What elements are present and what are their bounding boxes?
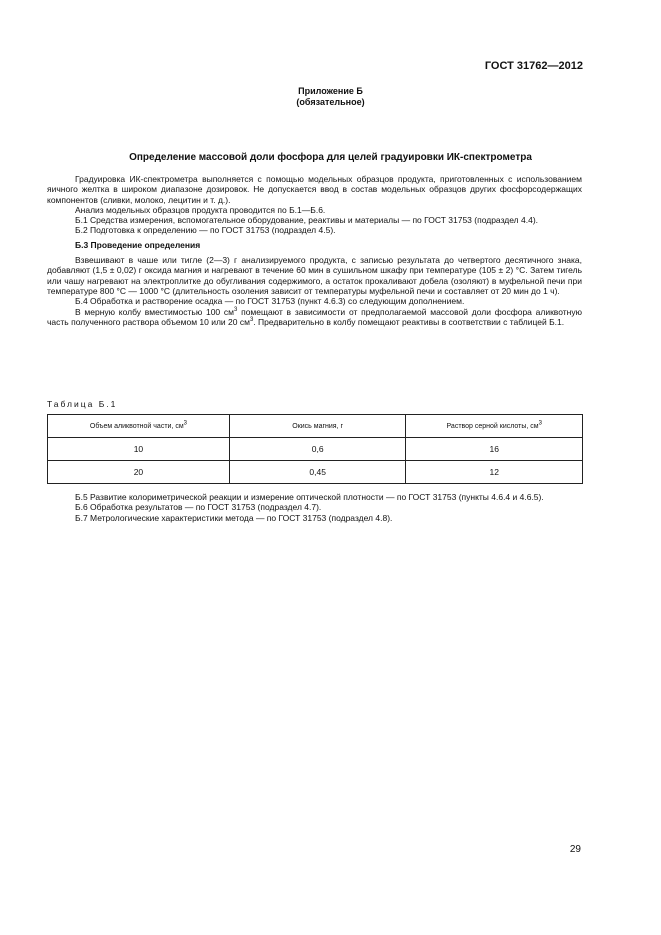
clause-b4-addition: В мерную колбу вместимостью 100 $см^3$ помещают в зависимости от предполагаемой массовой доли фосфора аликвотную часть полученного раствора объемом 10 или 20 $см^3$. Предварительно в колбу помещают реактивы в соответствии с таблицей Б.1. [47,306,582,327]
annex-label: Приложение Б [298,86,363,96]
superscript: 3 [183,420,187,427]
table-row [48,461,583,484]
superscript: 3 [234,306,238,313]
table-cell: 16 [406,438,583,461]
superscript: 3 [249,317,254,324]
table-row [48,438,583,461]
clause-b6: Б.6 Обработка результатов — по ГОСТ 31753 (подраздел 4.7). [75,502,322,513]
closing-section [47,492,582,523]
standard-code: ГОСТ 31762—2012 [484,60,583,72]
clause-b4: Б.4 Обработка и растворение осадка — по ГОСТ 31753 (пункт 4.6.3) со следующим дополнением. [75,296,465,307]
column-header-acid: Раствор серной кислоты, $см^3$ [406,415,583,438]
clause-b2: Б.2 Подготовка к определению — по ГОСТ 31753 (подраздел 4.5). [75,225,336,236]
table-cell: 20 [48,461,230,484]
clause-b7: Б.7 Метрологические характеристики метода — по ГОСТ 31753 (подраздел 4.8). [75,512,393,523]
column-header-magnesium: Окись магния, г [229,415,406,438]
table-cell: 12 [406,461,583,484]
reagents-table [47,414,583,484]
clause-b3-text: Взвешивают в чаше или тигле (2—3) г анализируемого продукта, с записью результата до четвертого десятичного знака, добавляют (1,5 ± 0,02) г оксида магния и нагревают в течение 60 мин в сушильном шкафу при температуре (105 ± 2) °С. Затем тигель или чашу нагревают на электроплитке до обугливания содержимого, а остаток прокаливают добела (озоляют) в муфельной печи при температуре 800 °С — 1000 °С (длительность озоления зависит от температуры муфельной печи и составляет от 20 мин до 1 ч). [47,255,582,296]
intro-paragraph-2: Анализ модельных образцов продукта проводится по Б.1—Б.6. [75,204,326,215]
clause-b5: Б.5 Развитие колориметрической реакции и измерение оптической плотности — по ГОСТ 31753 (пункты 4.6.4 и 4.6.5). [75,492,544,502]
intro-paragraph-1: Градуировка ИК-спектрометра выполняется с помощью модельных образцов продукта, приготовленных с использованием яичного желтка в широком диапазоне дозировок. Не допускается ввод в состав модельных образцов других фосфорсодержащих компонентов (сливки, молоко, лецитин и т. д.). [47,174,582,205]
page-number: 29 [569,844,581,855]
table-cell: 0,6 [229,438,406,461]
table-cell: 10 [48,438,230,461]
table-caption: Таблица Б.1 [47,399,118,409]
superscript: 3 [538,420,542,427]
document-title: Определение массовой доли фосфора для целей градуировки ИК-спектрометра [129,152,532,163]
section-b3-heading: Б.3 Проведение определения [75,239,201,250]
annex-status: (обязательное) [296,97,365,107]
column-header-aliquot: Объем аликвотной части, $см^3$ [48,415,230,438]
table-header-row [48,415,583,438]
annex-heading [0,86,661,108]
intro-section [47,174,582,327]
table-cell: 0,45 [229,461,406,484]
clause-b1: Б.1 Средства измерения, вспомогательное оборудование, реактивы и материалы — по ГОСТ 31753 (подраздел 4.4). [75,215,539,226]
